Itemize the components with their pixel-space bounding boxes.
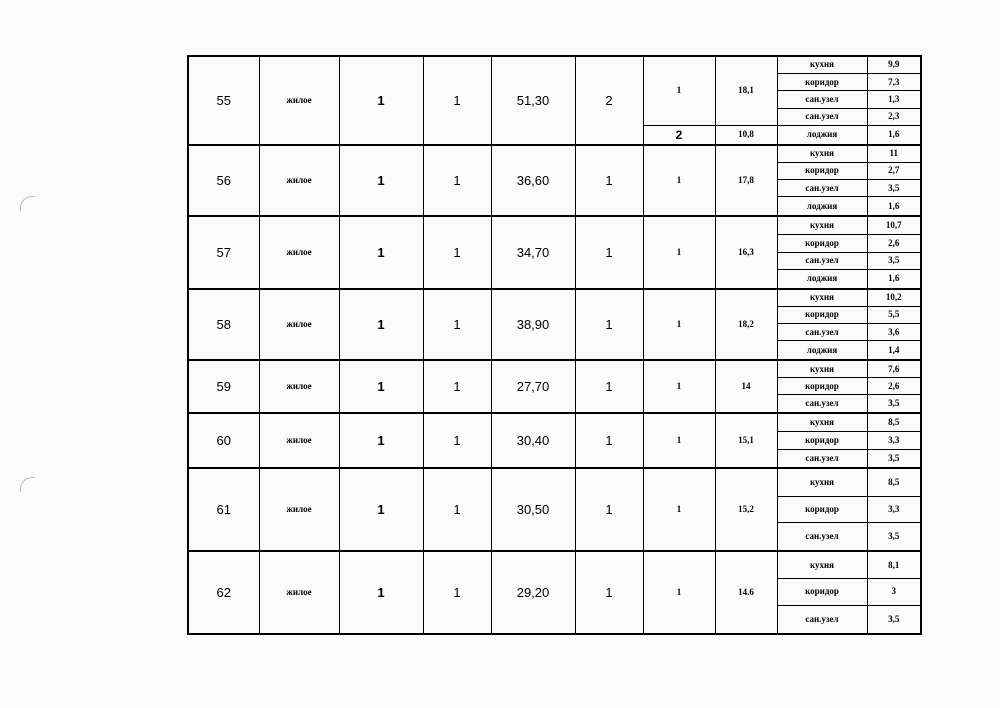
living-room-number: 1 bbox=[643, 289, 715, 360]
auxiliary-room-name: коридор bbox=[777, 306, 867, 323]
auxiliary-room-area: 1,6 bbox=[867, 269, 921, 288]
auxiliary-room-name: кухня bbox=[777, 413, 867, 431]
auxiliary-room-name: кухня bbox=[777, 360, 867, 377]
auxiliary-room-area: 8,5 bbox=[867, 468, 921, 496]
living-room-area: 10,8 bbox=[715, 125, 777, 144]
room-count: 1 bbox=[575, 145, 643, 216]
auxiliary-room-area: 7,3 bbox=[867, 73, 921, 90]
section-value: 1 bbox=[423, 216, 491, 288]
auxiliary-room-area: 2,6 bbox=[867, 378, 921, 395]
premises-type: жилое bbox=[259, 468, 339, 551]
apartment-number: 59 bbox=[188, 360, 259, 413]
auxiliary-room-name: сан.узел bbox=[777, 395, 867, 413]
room-count: 1 bbox=[575, 216, 643, 288]
auxiliary-room-name: сан.узел bbox=[777, 91, 867, 108]
apartment-number: 60 bbox=[188, 413, 259, 468]
room-count: 1 bbox=[575, 360, 643, 413]
table-row bbox=[188, 289, 921, 306]
auxiliary-room-name: кухня bbox=[777, 145, 867, 162]
auxiliary-room-area: 3,5 bbox=[867, 180, 921, 197]
auxiliary-room-area: 1,6 bbox=[867, 125, 921, 144]
section-value: 1 bbox=[423, 360, 491, 413]
auxiliary-room-name: кухня bbox=[777, 289, 867, 306]
room-count: 1 bbox=[575, 551, 643, 634]
section-value: 1 bbox=[423, 413, 491, 468]
living-room-number: 1 bbox=[643, 468, 715, 551]
total-area: 36,60 bbox=[491, 145, 575, 216]
floor-value: 1 bbox=[339, 360, 423, 413]
apartment-number: 62 bbox=[188, 551, 259, 634]
auxiliary-room-area: 3,6 bbox=[867, 324, 921, 341]
auxiliary-room-area: 1,6 bbox=[867, 197, 921, 216]
living-room-area: 14 bbox=[715, 360, 777, 413]
scan-hole-mark-lower bbox=[20, 477, 35, 492]
auxiliary-room-area: 5,5 bbox=[867, 306, 921, 323]
total-area: 30,50 bbox=[491, 468, 575, 551]
living-room-number: 1 bbox=[643, 145, 715, 216]
living-room-area: 17,8 bbox=[715, 145, 777, 216]
floor-value: 1 bbox=[339, 551, 423, 634]
premises-type: жилое bbox=[259, 289, 339, 360]
living-room-area: 18,1 bbox=[715, 56, 777, 125]
section-value: 1 bbox=[423, 145, 491, 216]
table-row bbox=[188, 468, 921, 496]
living-room-number: 1 bbox=[643, 551, 715, 634]
auxiliary-room-name: лоджия bbox=[777, 269, 867, 288]
auxiliary-room-area: 3 bbox=[867, 579, 921, 606]
auxiliary-room-name: лоджия bbox=[777, 125, 867, 144]
auxiliary-room-area: 10,2 bbox=[867, 289, 921, 306]
auxiliary-room-name: кухня bbox=[777, 468, 867, 496]
total-area: 51,30 bbox=[491, 56, 575, 145]
auxiliary-room-name: коридор bbox=[777, 496, 867, 523]
floor-value: 1 bbox=[339, 289, 423, 360]
living-room-number: 2 bbox=[643, 125, 715, 144]
premises-type: жилое bbox=[259, 56, 339, 145]
auxiliary-room-area: 3,3 bbox=[867, 432, 921, 449]
auxiliary-room-name: коридор bbox=[777, 162, 867, 179]
auxiliary-room-area: 9,9 bbox=[867, 56, 921, 73]
living-room-area: 16,3 bbox=[715, 216, 777, 288]
table-row bbox=[188, 413, 921, 431]
premises-type: жилое bbox=[259, 360, 339, 413]
scan-hole-mark-upper bbox=[20, 196, 35, 211]
floor-value: 1 bbox=[339, 216, 423, 288]
auxiliary-room-area: 2,3 bbox=[867, 108, 921, 125]
table-row bbox=[188, 360, 921, 377]
living-room-number: 1 bbox=[643, 360, 715, 413]
floor-value: 1 bbox=[339, 145, 423, 216]
auxiliary-room-name: сан.узел bbox=[777, 108, 867, 125]
table-body bbox=[188, 56, 921, 634]
living-room-area: 14.6 bbox=[715, 551, 777, 634]
table-row bbox=[188, 56, 921, 73]
auxiliary-room-area: 3,5 bbox=[867, 395, 921, 413]
auxiliary-room-area: 1,4 bbox=[867, 341, 921, 360]
living-room-number: 1 bbox=[643, 56, 715, 125]
auxiliary-room-name: лоджия bbox=[777, 341, 867, 360]
apartment-table bbox=[187, 55, 922, 635]
total-area: 30,40 bbox=[491, 413, 575, 468]
auxiliary-room-name: коридор bbox=[777, 235, 867, 252]
section-value: 1 bbox=[423, 551, 491, 634]
room-count: 2 bbox=[575, 56, 643, 145]
floor-value: 1 bbox=[339, 413, 423, 468]
premises-type: жилое bbox=[259, 216, 339, 288]
auxiliary-room-name: сан.узел bbox=[777, 324, 867, 341]
living-room-number: 1 bbox=[643, 413, 715, 468]
auxiliary-room-area: 1,3 bbox=[867, 91, 921, 108]
living-room-area: 15,1 bbox=[715, 413, 777, 468]
auxiliary-room-area: 3,5 bbox=[867, 605, 921, 634]
premises-type: жилое bbox=[259, 145, 339, 216]
auxiliary-room-name: сан.узел bbox=[777, 523, 867, 552]
auxiliary-room-name: кухня bbox=[777, 56, 867, 73]
premises-type: жилое bbox=[259, 551, 339, 634]
table-row bbox=[188, 145, 921, 162]
auxiliary-room-name: коридор bbox=[777, 378, 867, 395]
living-room-number: 1 bbox=[643, 216, 715, 288]
auxiliary-room-name: сан.узел bbox=[777, 449, 867, 468]
auxiliary-room-area: 11 bbox=[867, 145, 921, 162]
room-count: 1 bbox=[575, 289, 643, 360]
auxiliary-room-name: кухня bbox=[777, 551, 867, 579]
auxiliary-room-name: коридор bbox=[777, 579, 867, 606]
floor-value: 1 bbox=[339, 56, 423, 145]
auxiliary-room-area: 2,7 bbox=[867, 162, 921, 179]
auxiliary-room-name: лоджия bbox=[777, 197, 867, 216]
living-room-area: 18,2 bbox=[715, 289, 777, 360]
apartment-number: 56 bbox=[188, 145, 259, 216]
auxiliary-room-area: 3,5 bbox=[867, 449, 921, 468]
section-value: 1 bbox=[423, 56, 491, 145]
auxiliary-room-area: 2,6 bbox=[867, 235, 921, 252]
apartment-number: 61 bbox=[188, 468, 259, 551]
auxiliary-room-name: сан.узел bbox=[777, 180, 867, 197]
auxiliary-room-name: сан.узел bbox=[777, 605, 867, 634]
living-room-area: 15,2 bbox=[715, 468, 777, 551]
total-area: 29,20 bbox=[491, 551, 575, 634]
premises-type: жилое bbox=[259, 413, 339, 468]
auxiliary-room-area: 8,5 bbox=[867, 413, 921, 431]
auxiliary-room-area: 3,5 bbox=[867, 252, 921, 269]
auxiliary-room-area: 3,5 bbox=[867, 523, 921, 552]
auxiliary-room-name: кухня bbox=[777, 216, 867, 234]
auxiliary-room-area: 7,6 bbox=[867, 360, 921, 377]
floor-value: 1 bbox=[339, 468, 423, 551]
auxiliary-room-area: 8,1 bbox=[867, 551, 921, 579]
apartment-number: 58 bbox=[188, 289, 259, 360]
table-row bbox=[188, 551, 921, 579]
total-area: 27,70 bbox=[491, 360, 575, 413]
auxiliary-room-area: 3,3 bbox=[867, 496, 921, 523]
room-count: 1 bbox=[575, 413, 643, 468]
room-count: 1 bbox=[575, 468, 643, 551]
total-area: 38,90 bbox=[491, 289, 575, 360]
apartment-number: 55 bbox=[188, 56, 259, 145]
auxiliary-room-name: сан.узел bbox=[777, 252, 867, 269]
auxiliary-room-name: коридор bbox=[777, 432, 867, 449]
section-value: 1 bbox=[423, 289, 491, 360]
total-area: 34,70 bbox=[491, 216, 575, 288]
apartment-number: 57 bbox=[188, 216, 259, 288]
table-row bbox=[188, 216, 921, 234]
auxiliary-room-area: 10,7 bbox=[867, 216, 921, 234]
auxiliary-room-name: коридор bbox=[777, 73, 867, 90]
section-value: 1 bbox=[423, 468, 491, 551]
